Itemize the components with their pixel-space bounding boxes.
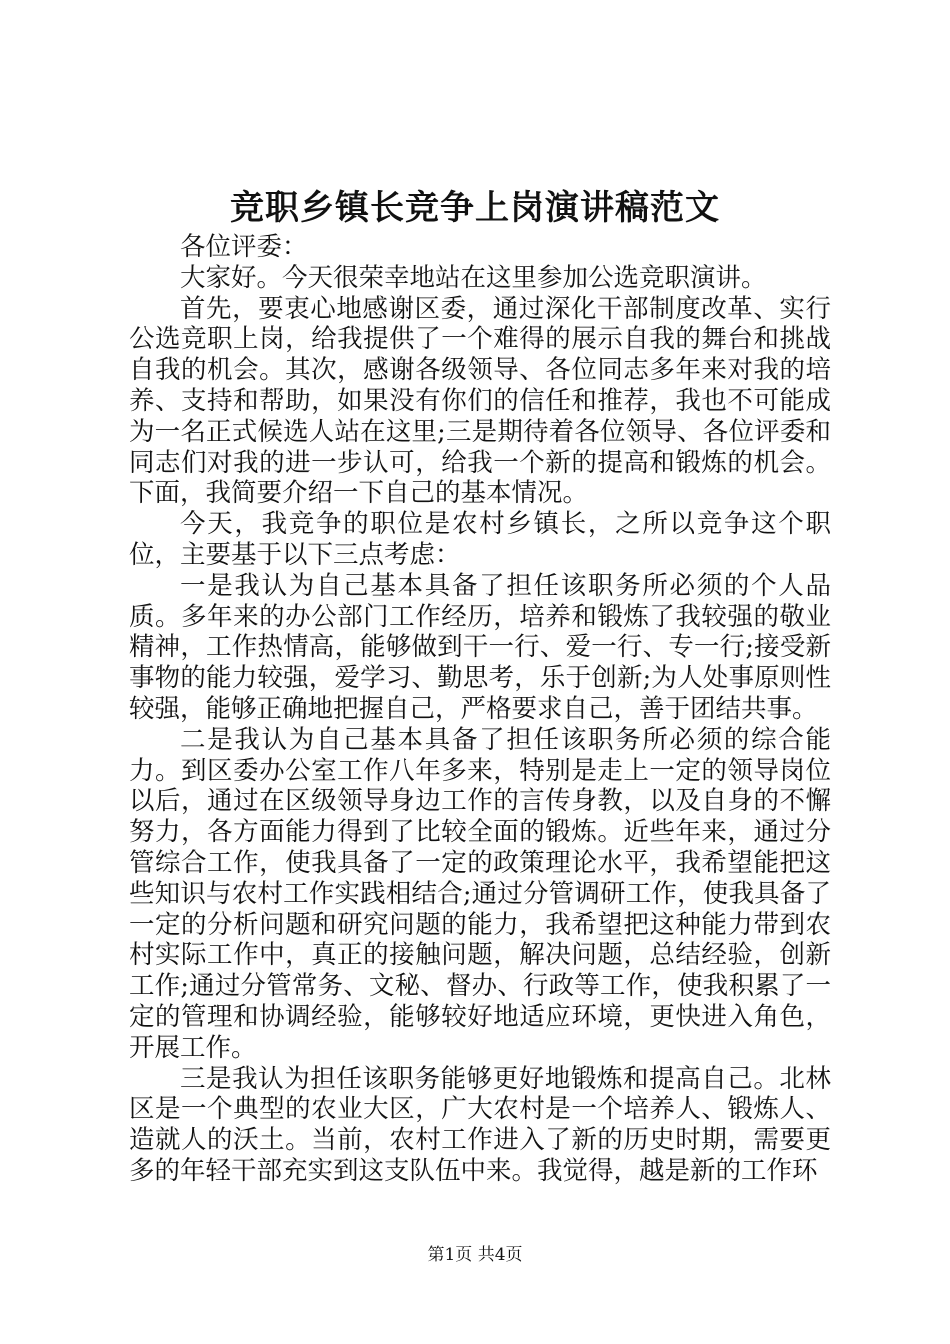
paragraph-greeting: 大家好。今天很荣幸地站在这里参加公选竞职演讲。	[180, 262, 767, 293]
document-body	[129, 232, 831, 1187]
paragraph-position: 今天，我竞争的职位是农村乡镇长，之所以竞争这个职位，主要基于以下三点考虑：	[129, 509, 831, 570]
paragraph-point-two: 二是我认为自己基本具备了担任该职务所必须的综合能力。到区委办公室工作八年多来，特别是走上一定的领导岗位以后，通过在区级领导身边工作的言传身教，以及自身的不懈努力，各方面能力得到了比较全面的锻炼。近些年来，通过分管综合工作，使我具备了一定的政策理论水平，我希望能把这些知识与农村工作实践相结合;通过分管调研工作，使我具备了一定的分析问题和研究问题的能力，我希望把这种能力带到农村实际工作中，真正的接触问题，解决问题，总结经验，创新工作;通过分管常务、文秘、督办、行政等工作，使我积累了一定的管理和协调经验，能够较好地适应环境，更快进入角色，开展工作。	[129, 724, 831, 1063]
paragraph-thanks: 首先，要衷心地感谢区委，通过深化干部制度改革、实行公选竞职上岗，给我提供了一个难得的展示自我的舞台和挑战自我的机会。其次，感谢各级领导、各位同志多年来对我的培养、支持和帮助，如果没有你们的信任和推荐，我也不可能成为一名正式候选人站在这里;三是期待着各位领导、各位评委和同志们对我的进一步认可，给我一个新的提高和锻炼的机会。下面，我简要介绍一下自己的基本情况。	[129, 293, 831, 509]
paragraph-point-one: 一是我认为自己基本具备了担任该职务所必须的个人品质。多年来的办公部门工作经历，培养和锻炼了我较强的敬业精神，工作热情高，能够做到干一行、爱一行、专一行;接受新事物的能力较强，爱学习、勤思考，乐于创新;为人处事原则性较强，能够正确地把握自己，严格要求自己，善于团结共事。	[129, 570, 831, 724]
paragraph-point-three: 三是我认为担任该职务能够更好地锻炼和提高自己。北林区是一个典型的农业大区，广大农村是一个培养人、锻炼人、造就人的沃土。当前，农村工作进入了新的历史时期，需要更多的年轻干部充实到这支队伍中来。我觉得，越是新的工作环	[129, 1063, 831, 1186]
page-number-footer: 第1页 共4页	[427, 1245, 523, 1265]
paragraph-salutation: 各位评委：	[180, 232, 308, 262]
document-title: 竞职乡镇长竞争上岗演讲稿范文	[230, 188, 720, 228]
